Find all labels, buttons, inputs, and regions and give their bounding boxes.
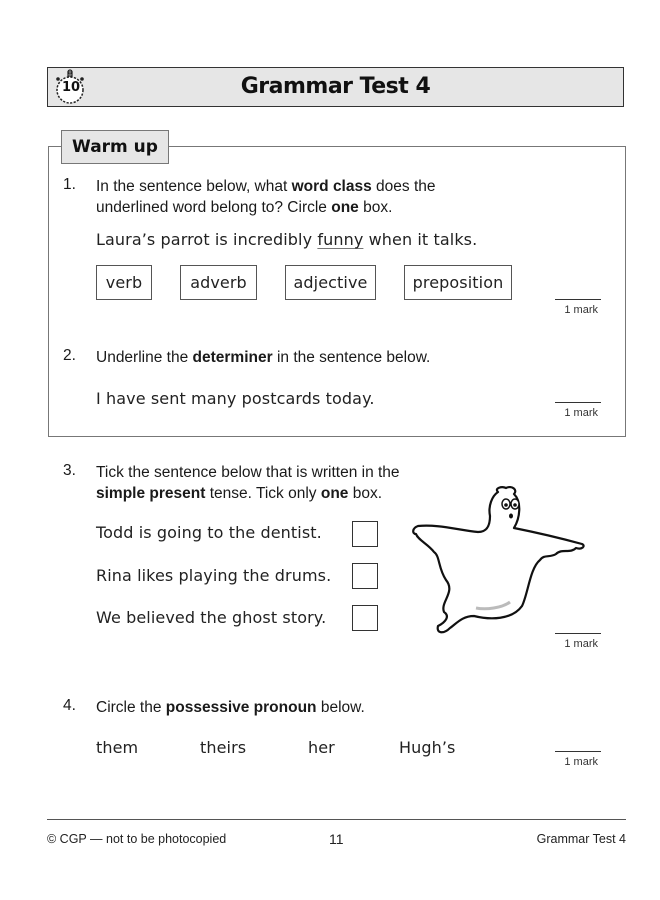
footer-copyright: © CGP — not to be photocopied bbox=[47, 832, 227, 846]
prompt-text: box. bbox=[358, 199, 393, 216]
warm-up-label-text: Warm up bbox=[72, 137, 158, 157]
option-box-adverb[interactable] bbox=[180, 265, 257, 300]
mark-line bbox=[555, 633, 601, 634]
prompt-text: tense. Tick only bbox=[205, 485, 321, 502]
option-sentence: Todd is going to the dentist. bbox=[96, 523, 322, 542]
timer-minutes: 10 bbox=[61, 80, 81, 95]
prompt-text: underlined word belong to? Circle bbox=[96, 199, 332, 216]
mark-line bbox=[555, 299, 601, 300]
title-bar bbox=[47, 67, 624, 107]
tick-box-2[interactable] bbox=[352, 563, 378, 589]
question-number: 3. bbox=[63, 462, 76, 479]
option-sentence: Rina likes playing the drums. bbox=[96, 566, 332, 585]
underlined-word: funny bbox=[317, 230, 364, 249]
prompt-bold: one bbox=[320, 485, 349, 502]
prompt-text: box. bbox=[348, 485, 383, 502]
option-label: preposition bbox=[412, 273, 504, 292]
option-sentence: We believed the ghost story. bbox=[96, 608, 327, 627]
option-label: adjective bbox=[293, 273, 368, 292]
sentence-text: Laura’s parrot is incredibly bbox=[96, 230, 318, 249]
pronoun-option-them[interactable]: them bbox=[96, 738, 139, 757]
footer-divider bbox=[47, 819, 626, 820]
prompt-bold: simple present bbox=[96, 485, 206, 502]
question-3-prompt bbox=[96, 462, 400, 504]
mark-label: 1 mark bbox=[564, 638, 598, 650]
question-number: 4. bbox=[63, 697, 76, 714]
question-number: 1. bbox=[63, 176, 76, 193]
prompt-text: below. bbox=[316, 699, 365, 716]
mark-line bbox=[555, 402, 601, 403]
prompt-text: Tick the sentence below that is written in the bbox=[96, 464, 400, 481]
pronoun-option-hughs[interactable]: Hugh’s bbox=[399, 738, 456, 757]
footer-test-name: Grammar Test 4 bbox=[536, 832, 626, 846]
mark-line bbox=[555, 751, 601, 752]
footer-page-number: 11 bbox=[329, 831, 344, 847]
tick-box-1[interactable] bbox=[352, 521, 378, 547]
question-4-prompt bbox=[96, 697, 365, 718]
prompt-text: Underline the bbox=[96, 349, 193, 366]
page-title: Grammar Test 4 bbox=[240, 74, 431, 99]
prompt-text: In the sentence below, what bbox=[96, 178, 292, 195]
prompt-text: Circle the bbox=[96, 699, 166, 716]
question-2-prompt bbox=[96, 347, 430, 368]
prompt-bold: one bbox=[331, 199, 359, 216]
prompt-text: does the bbox=[371, 178, 436, 195]
pronoun-option-her[interactable]: her bbox=[308, 738, 335, 757]
mark-label: 1 mark bbox=[564, 304, 598, 316]
option-label: verb bbox=[105, 273, 143, 292]
option-label: adverb bbox=[190, 273, 247, 292]
option-box-preposition[interactable] bbox=[404, 265, 512, 300]
mark-label: 1 mark bbox=[564, 407, 598, 419]
sentence-text: when it talks. bbox=[363, 230, 478, 249]
prompt-bold: possessive pronoun bbox=[165, 699, 317, 716]
warm-up-label bbox=[61, 130, 169, 164]
prompt-bold: word class bbox=[291, 178, 372, 195]
question-1-sentence bbox=[96, 230, 477, 249]
pronoun-option-theirs[interactable]: theirs bbox=[200, 738, 247, 757]
question-2-sentence[interactable]: I have sent many postcards today. bbox=[96, 389, 375, 408]
option-box-adjective[interactable] bbox=[285, 265, 376, 300]
option-box-verb[interactable] bbox=[96, 265, 152, 300]
mark-label: 1 mark bbox=[564, 756, 598, 768]
question-number: 2. bbox=[63, 347, 76, 364]
tick-box-3[interactable] bbox=[352, 605, 378, 631]
prompt-bold: determiner bbox=[192, 349, 273, 366]
ghost-illustration bbox=[410, 484, 610, 634]
prompt-text: in the sentence below. bbox=[272, 349, 431, 366]
question-1-prompt bbox=[96, 176, 436, 218]
